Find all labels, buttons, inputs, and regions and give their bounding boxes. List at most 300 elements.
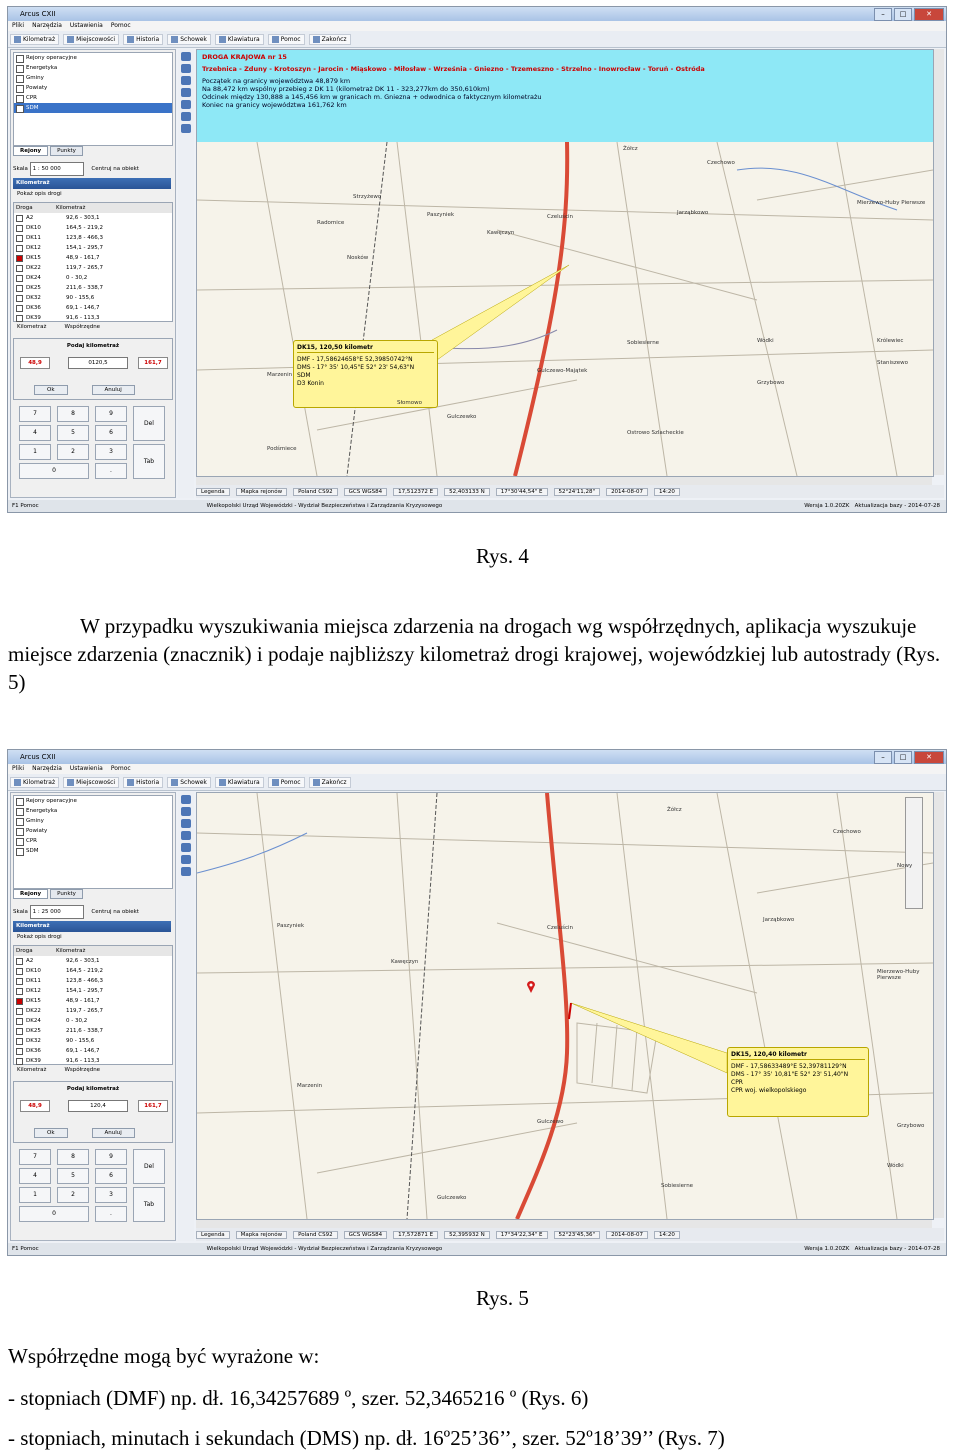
window-controls bbox=[874, 8, 944, 21]
key-0[interactable]: 0 bbox=[19, 463, 89, 479]
kilometraz-icon bbox=[14, 779, 21, 786]
table-row[interactable] bbox=[14, 303, 172, 313]
table-row-selected[interactable] bbox=[14, 253, 172, 263]
layer-item[interactable]: CPR bbox=[14, 93, 172, 103]
window-controls bbox=[874, 751, 944, 764]
scale-label: Skala bbox=[13, 909, 28, 915]
km-buttons bbox=[34, 1128, 135, 1138]
road-range: 119,7 - 265,7 bbox=[66, 1008, 103, 1014]
road-range: 211,6 - 338,7 bbox=[66, 1028, 103, 1034]
callout-title: DK15, 120,40 kilometr bbox=[731, 1051, 865, 1060]
key-tab[interactable]: Tab bbox=[133, 1187, 165, 1222]
cancel-button[interactable]: Anuluj bbox=[92, 385, 135, 395]
road-code: DK39 bbox=[14, 313, 66, 323]
road-code: DK11 bbox=[14, 976, 66, 986]
table-row[interactable] bbox=[14, 213, 172, 223]
help-hint: F1 Pomoc bbox=[12, 503, 39, 509]
table-row[interactable] bbox=[14, 1046, 172, 1056]
place-label: Marzenin bbox=[267, 372, 293, 378]
zakoncz-label: Zakończ bbox=[321, 778, 347, 786]
schowek-button[interactable] bbox=[167, 34, 211, 45]
table-row[interactable] bbox=[14, 976, 172, 986]
road-range: 154,1 - 295,7 bbox=[66, 988, 103, 994]
key-1[interactable]: 1 bbox=[19, 444, 51, 460]
update-label: Aktualizacja bazy - 2014-07-28 bbox=[854, 1246, 940, 1252]
show-road-desc-checkbox[interactable]: Pokaż opis drogi bbox=[17, 191, 62, 197]
exit-icon bbox=[313, 36, 320, 43]
callout-line: CPR bbox=[731, 1079, 743, 1086]
table-row[interactable] bbox=[14, 956, 172, 966]
key-3[interactable]: 3 bbox=[95, 1187, 127, 1203]
km-min-value: 48,9 bbox=[20, 1100, 50, 1112]
radio-kilometraz[interactable]: Kilometraż bbox=[17, 1067, 47, 1073]
status-time: 14:20 bbox=[654, 488, 680, 496]
km-input[interactable]: 120,4 bbox=[68, 1100, 128, 1112]
update-label: Aktualizacja bazy - 2014-07-28 bbox=[854, 503, 940, 509]
table-row[interactable] bbox=[14, 1056, 172, 1066]
klawiatura-button[interactable] bbox=[215, 34, 264, 45]
info-line: Koniec na granicy województwa 161,762 km bbox=[202, 101, 347, 109]
key-2[interactable]: 2 bbox=[57, 1187, 89, 1203]
callout-line: DMF - 17,58633489°E 52,39781129°N bbox=[731, 1063, 847, 1070]
key-8[interactable]: 8 bbox=[57, 406, 89, 422]
legend-button[interactable]: Legenda bbox=[196, 1231, 230, 1239]
miejscowosci-button[interactable] bbox=[63, 777, 119, 788]
layer-item[interactable]: Rejony operacyjne bbox=[14, 53, 172, 63]
status-date: 2014-08-07 bbox=[606, 1231, 648, 1239]
kilometraz-button[interactable] bbox=[10, 34, 59, 45]
zoom-icon[interactable] bbox=[181, 112, 191, 121]
table-row[interactable] bbox=[14, 283, 172, 293]
scale-row bbox=[13, 162, 171, 174]
place-label: Wódki bbox=[887, 1163, 904, 1169]
road-code: DK24 bbox=[14, 273, 66, 283]
road-range: 90 - 155,6 bbox=[66, 295, 95, 301]
key-4[interactable]: 4 bbox=[19, 1168, 51, 1184]
layer-item[interactable]: SDM bbox=[14, 846, 172, 856]
map-vertical-scrollbar[interactable] bbox=[934, 792, 944, 1218]
road-code: DK11 bbox=[14, 233, 66, 243]
version-label: Wersja 1.0.20ZK bbox=[804, 1246, 850, 1252]
historia-icon bbox=[127, 779, 134, 786]
table-row[interactable] bbox=[14, 1036, 172, 1046]
road-range: 90 - 155,6 bbox=[66, 1038, 95, 1044]
place-label: Czechowo bbox=[833, 829, 861, 835]
map-roads bbox=[197, 793, 933, 1219]
road-range: 0 - 30,2 bbox=[66, 275, 88, 281]
zakoncz-button[interactable] bbox=[309, 34, 351, 45]
version-label: Wersja 1.0.20ZK bbox=[804, 503, 850, 509]
tab-punkty[interactable]: Punkty bbox=[50, 889, 83, 899]
menu-pliki[interactable]: Pliki bbox=[12, 765, 25, 772]
map-horizontal-scrollbar[interactable] bbox=[196, 1220, 932, 1228]
header-droga: Droga bbox=[16, 948, 33, 954]
panel-tabs bbox=[13, 889, 83, 899]
place-label: Sobiesierne bbox=[661, 1183, 694, 1189]
key-9[interactable]: 9 bbox=[95, 1149, 127, 1165]
miejscowosci-label: Miejscowości bbox=[76, 778, 116, 786]
coord-lon-dms: 17°30'44,54" E bbox=[496, 488, 548, 496]
version-info bbox=[804, 1246, 946, 1252]
kilometraz-label: Kilometraż bbox=[23, 35, 56, 43]
key-5[interactable]: 5 bbox=[57, 425, 89, 441]
layer-item[interactable]: Gminy bbox=[14, 816, 172, 826]
key-del[interactable]: Del bbox=[133, 406, 165, 441]
place-label: Żółcz bbox=[623, 146, 638, 152]
layer-item[interactable]: Energetyka bbox=[14, 63, 172, 73]
arrow-icon[interactable] bbox=[181, 52, 191, 61]
road-code: DK22 bbox=[14, 1006, 66, 1016]
km-entry-label: Podaj kilometraż bbox=[66, 343, 120, 349]
legend-button[interactable]: Legenda bbox=[196, 488, 230, 496]
key-dot[interactable]: . bbox=[95, 1206, 127, 1222]
klawiatura-button[interactable] bbox=[215, 777, 264, 788]
info-line: Początek na granicy województwa 48,879 km bbox=[202, 77, 351, 85]
paragraph-description: W przypadku wyszukiwania miejsca zdarzenia na drogach wg współrzędnych, aplikacja wyszukuje miejsce zdarzenia (znacznik) i podaje najbliższy kilometraż drogi krajowej, wojewódzkiej lub autostrady (Rys. 5) bbox=[8, 614, 941, 694]
table-row[interactable] bbox=[14, 1006, 172, 1016]
help-hint: F1 Pomoc bbox=[12, 1246, 39, 1252]
place-label: Gulczewko bbox=[447, 414, 477, 420]
menu-bar bbox=[8, 21, 946, 31]
map-vertical-scrollbar[interactable] bbox=[934, 49, 944, 475]
window-title: Arcus CXII bbox=[8, 750, 946, 764]
road-range: 123,8 - 466,3 bbox=[66, 978, 103, 984]
arrow-left-icon[interactable] bbox=[181, 807, 191, 816]
coords-item-dms: - stopniach, minutach i sekundach (DMS) np. dł. 16º25’36’’, szer. 52º18’39’’ (Rys. 7) bbox=[8, 1426, 725, 1450]
table-row[interactable] bbox=[14, 313, 172, 323]
road-range: 91,6 - 113,3 bbox=[66, 1058, 100, 1064]
historia-label: Historia bbox=[136, 778, 160, 786]
callout-line: DMS - 17° 35' 10,81"E 52° 23' 51,40"N bbox=[731, 1071, 849, 1078]
menu-ustawienia[interactable]: Ustawienia bbox=[69, 22, 103, 29]
kilometraz-button[interactable] bbox=[10, 777, 59, 788]
key-2[interactable]: 2 bbox=[57, 444, 89, 460]
arrow-right-icon[interactable] bbox=[181, 819, 191, 828]
place-label: Ostrowo Szlacheckie bbox=[627, 430, 684, 436]
ok-button[interactable]: Ok bbox=[34, 1128, 68, 1138]
window-title: Arcus CXII bbox=[8, 7, 946, 21]
km-entry-group bbox=[13, 1081, 173, 1143]
schowek-icon bbox=[171, 779, 178, 786]
coord-lat: 52,395932 N bbox=[444, 1231, 490, 1239]
center-checkbox[interactable]: Centruj na obiekt bbox=[91, 166, 139, 172]
pomoc-button[interactable] bbox=[268, 777, 305, 788]
km-entry-label: Podaj kilometraż bbox=[66, 1086, 120, 1092]
zakoncz-label: Zakończ bbox=[321, 35, 347, 43]
menu-pliki[interactable]: Pliki bbox=[12, 22, 25, 29]
cancel-button[interactable]: Anuluj bbox=[92, 1128, 135, 1138]
road-code: DK32 bbox=[14, 1036, 66, 1046]
caption-rys-4: Rys. 4 bbox=[476, 544, 529, 568]
miejscowosci-button[interactable] bbox=[63, 34, 119, 45]
place-label: Mierzewo-Huby Pierwsze bbox=[857, 200, 926, 206]
key-tab[interactable]: Tab bbox=[133, 444, 165, 479]
hand-icon[interactable] bbox=[181, 88, 191, 97]
km-min-value: 48,9 bbox=[20, 357, 50, 369]
historia-button[interactable] bbox=[123, 777, 163, 788]
radio-wspolrzedne[interactable]: Współrzędne bbox=[64, 324, 101, 330]
road-code: DK15 bbox=[14, 996, 66, 1006]
status-bar bbox=[196, 1228, 944, 1241]
historia-icon bbox=[127, 36, 134, 43]
road-range: 164,5 - 219,2 bbox=[66, 225, 103, 231]
center-checkbox[interactable]: Centruj na obiekt bbox=[91, 909, 139, 915]
km-callout bbox=[293, 340, 438, 408]
road-code: DK36 bbox=[14, 303, 66, 313]
pomoc-label: Pomoc bbox=[280, 778, 301, 786]
toolbar bbox=[8, 31, 946, 48]
layer-item[interactable]: CPR bbox=[14, 836, 172, 846]
road-range: 91,6 - 113,3 bbox=[66, 315, 100, 321]
left-panel bbox=[10, 49, 176, 498]
place-label: Żółcz bbox=[667, 807, 682, 813]
key-9[interactable]: 9 bbox=[95, 406, 127, 422]
scale-select[interactable]: 1 : 50 000 bbox=[30, 162, 84, 176]
key-del[interactable]: Del bbox=[133, 1149, 165, 1184]
miejscowosci-icon bbox=[67, 36, 74, 43]
layer-item[interactable]: Gminy bbox=[14, 73, 172, 83]
kilometraz-label: Kilometraż bbox=[23, 778, 56, 786]
place-label: Paszyniek bbox=[427, 212, 455, 218]
place-label: Nowy bbox=[897, 863, 913, 869]
place-label: Czechowo bbox=[707, 160, 735, 166]
coords-heading: Współrzędne mogą być wyrażone w: bbox=[8, 1344, 320, 1368]
km-input[interactable]: 0120,5 bbox=[68, 357, 128, 369]
road-code: DK32 bbox=[14, 293, 66, 303]
key-1[interactable]: 1 bbox=[19, 1187, 51, 1203]
screenshot-rys-5 bbox=[7, 749, 947, 1256]
crs-wgs84[interactable]: GCS WGS84 bbox=[344, 488, 388, 496]
km-panel-title: Kilometraż bbox=[13, 178, 171, 189]
bottom-bar bbox=[8, 500, 946, 512]
place-label: Jarząbkowo bbox=[677, 210, 709, 216]
zakoncz-button[interactable] bbox=[309, 777, 351, 788]
map-horizontal-scrollbar[interactable] bbox=[196, 477, 932, 485]
tool-strip bbox=[178, 49, 194, 498]
refresh-icon[interactable] bbox=[181, 867, 191, 876]
keypad bbox=[13, 1145, 171, 1229]
left-panel bbox=[10, 792, 176, 1241]
arrow-right-icon[interactable] bbox=[181, 76, 191, 85]
keyboard-icon bbox=[219, 779, 226, 786]
road-code: DK22 bbox=[14, 263, 66, 273]
place-label: Mierzewo-Huby Pierwsze bbox=[877, 969, 920, 981]
panel-tabs bbox=[13, 146, 83, 156]
km-entry-group bbox=[13, 338, 173, 400]
place-label: Królewiec bbox=[877, 338, 904, 344]
pomoc-button[interactable] bbox=[268, 34, 305, 45]
historia-button[interactable] bbox=[123, 34, 163, 45]
table-row[interactable] bbox=[14, 223, 172, 233]
table-row[interactable] bbox=[14, 293, 172, 303]
map-view[interactable] bbox=[196, 792, 934, 1220]
pomoc-label: Pomoc bbox=[280, 35, 301, 43]
km-max-value: 161,7 bbox=[138, 1100, 168, 1112]
road-code: DK24 bbox=[14, 1016, 66, 1026]
place-label: Gulczewo bbox=[537, 1119, 564, 1125]
place-label: Staniszewo bbox=[877, 360, 909, 366]
minimize-button[interactable]: – bbox=[874, 8, 892, 21]
callout-line: DMF - 17,58624658°E 52,39850742°N bbox=[297, 356, 413, 363]
arrow-left-icon[interactable] bbox=[181, 64, 191, 73]
road-range: 164,5 - 219,2 bbox=[66, 968, 103, 974]
menu-ustawienia[interactable]: Ustawienia bbox=[69, 765, 103, 772]
road-range: 123,8 - 466,3 bbox=[66, 235, 103, 241]
road-range: 154,1 - 295,7 bbox=[66, 245, 103, 251]
key-dot[interactable]: . bbox=[95, 463, 127, 479]
place-label: Grzybowo bbox=[757, 380, 785, 386]
key-7[interactable]: 7 bbox=[19, 1149, 51, 1165]
road-range: 48,9 - 161,7 bbox=[66, 255, 100, 261]
map-view[interactable] bbox=[196, 49, 934, 477]
table-row[interactable] bbox=[14, 1016, 172, 1026]
miejscowosci-label: Miejscowości bbox=[76, 35, 116, 43]
crs-wgs84[interactable]: GCS WGS84 bbox=[344, 1231, 388, 1239]
road-table bbox=[13, 202, 173, 322]
table-header bbox=[14, 203, 172, 213]
place-label: Paszyniek bbox=[277, 923, 305, 929]
key-7[interactable]: 7 bbox=[19, 406, 51, 422]
info-line: Odcinek między 130,888 a 145,456 km w granicach m. Gniezna + odwodnica o faktycznym kilometrażu bbox=[202, 93, 542, 101]
status-date: 2014-08-07 bbox=[606, 488, 648, 496]
status-bar bbox=[196, 485, 944, 498]
incident-marker-icon[interactable] bbox=[527, 981, 535, 993]
coord-lon-dms: 17°34'22,34" E bbox=[496, 1231, 548, 1239]
coord-lon: 17,572871 E bbox=[393, 1231, 438, 1239]
road-code: A2 bbox=[14, 956, 66, 966]
historia-label: Historia bbox=[136, 35, 160, 43]
menu-narzedzia[interactable]: Narzędzia bbox=[32, 22, 62, 29]
schowek-label: Schowek bbox=[180, 778, 207, 786]
road-code: DK15 bbox=[14, 253, 66, 263]
table-row[interactable] bbox=[14, 966, 172, 976]
key-4[interactable]: 4 bbox=[19, 425, 51, 441]
keyboard-icon bbox=[219, 36, 226, 43]
road-range: 211,6 - 338,7 bbox=[66, 285, 103, 291]
table-header bbox=[14, 946, 172, 956]
crs-poland[interactable]: Poland CS92 bbox=[293, 1231, 337, 1239]
key-6[interactable]: 6 bbox=[95, 425, 127, 441]
layer-item-selected[interactable]: SDM bbox=[14, 103, 172, 113]
callout-line: D3 Konin bbox=[297, 380, 324, 387]
place-label: Gulczewo-Majątek bbox=[537, 368, 588, 374]
place-label: Czeluścin bbox=[547, 925, 574, 931]
crs-poland[interactable]: Poland CS92 bbox=[293, 488, 337, 496]
key-5[interactable]: 5 bbox=[57, 1168, 89, 1184]
key-0[interactable]: 0 bbox=[19, 1206, 89, 1222]
road-range: 69,1 - 146,7 bbox=[66, 1048, 100, 1054]
callout-line: SDM bbox=[297, 372, 311, 379]
km-max-value: 161,7 bbox=[138, 357, 168, 369]
minimize-button[interactable]: – bbox=[874, 751, 892, 764]
road-code: DK12 bbox=[14, 986, 66, 996]
menu-bar bbox=[8, 764, 946, 774]
show-road-desc-checkbox[interactable]: Pokaż opis drogi bbox=[17, 934, 62, 940]
place-label: Podśmiece bbox=[267, 446, 297, 452]
schowek-button[interactable] bbox=[167, 777, 211, 788]
table-row[interactable] bbox=[14, 1026, 172, 1036]
coords-item-dmf: - stopniach (DMF) np. dł. 16,34257689 º, szer. 52,3465216 º (Rys. 6) bbox=[8, 1386, 589, 1410]
caption-rys-5: Rys. 5 bbox=[476, 1286, 529, 1310]
key-6[interactable]: 6 bbox=[95, 1168, 127, 1184]
org-name: Wielkopolski Urząd Wojewódzki - Wydział Bezpieczeństwa i Zarządzania Kryzysowego bbox=[206, 503, 443, 509]
table-row[interactable] bbox=[14, 233, 172, 243]
klawiatura-label: Klawiatura bbox=[227, 35, 260, 43]
layer-list bbox=[13, 795, 173, 889]
road-code: DK36 bbox=[14, 1046, 66, 1056]
tab-rejony[interactable]: Rejony bbox=[13, 146, 48, 156]
layer-item[interactable]: Energetyka bbox=[14, 806, 172, 816]
arrow-icon[interactable] bbox=[181, 795, 191, 804]
screenshot-rys-4 bbox=[7, 6, 947, 513]
table-row[interactable] bbox=[14, 263, 172, 273]
help-icon bbox=[272, 36, 279, 43]
schowek-label: Schowek bbox=[180, 35, 207, 43]
table-row-selected[interactable] bbox=[14, 996, 172, 1006]
scale-select[interactable]: 1 : 25 000 bbox=[30, 905, 84, 919]
table-row[interactable] bbox=[14, 986, 172, 996]
ok-button[interactable]: Ok bbox=[34, 385, 68, 395]
place-label: Jarząbkowo bbox=[763, 917, 795, 923]
table-row[interactable] bbox=[14, 243, 172, 253]
radio-wspolrzedne[interactable]: Współrzędne bbox=[64, 1067, 101, 1073]
road-table bbox=[13, 945, 173, 1065]
road-code: A2 bbox=[14, 213, 66, 223]
radio-kilometraz[interactable]: Kilometraż bbox=[17, 324, 47, 330]
tool-strip bbox=[178, 792, 194, 1241]
key-3[interactable]: 3 bbox=[95, 444, 127, 460]
table-row[interactable] bbox=[14, 273, 172, 283]
zoom-slider[interactable] bbox=[905, 797, 923, 909]
region-map-button[interactable]: Mapka rejonów bbox=[236, 1231, 288, 1239]
layer-item[interactable]: Rejony operacyjne bbox=[14, 796, 172, 806]
coord-lat: 52,403133 N bbox=[444, 488, 490, 496]
tab-punkty[interactable]: Punkty bbox=[50, 146, 83, 156]
maximize-button[interactable]: □ bbox=[894, 8, 912, 21]
road-code: DK10 bbox=[14, 223, 66, 233]
place-label: Marzenin bbox=[297, 1083, 323, 1089]
menu-pomoc[interactable]: Pomoc bbox=[110, 765, 131, 772]
maximize-button[interactable]: □ bbox=[894, 751, 912, 764]
road-code: DK25 bbox=[14, 1026, 66, 1036]
road-code: DK12 bbox=[14, 243, 66, 253]
close-button[interactable]: ✕ bbox=[914, 8, 944, 21]
tab-rejony[interactable]: Rejony bbox=[13, 889, 48, 899]
road-range: 92,6 - 303,1 bbox=[66, 215, 100, 221]
region-map-button[interactable]: Mapka rejonów bbox=[236, 488, 288, 496]
menu-narzedzia[interactable]: Narzędzia bbox=[32, 765, 62, 772]
place-label: Czeluścin bbox=[547, 214, 574, 220]
layer-item[interactable]: Powiaty bbox=[14, 826, 172, 836]
info-icon[interactable] bbox=[181, 843, 191, 852]
info-line: Na 88,472 km wspólny przebieg z DK 11 (kilometraż DK 11 - 323,277km do 350,610km) bbox=[202, 85, 490, 93]
hand-icon[interactable] bbox=[181, 831, 191, 840]
layer-item[interactable]: Powiaty bbox=[14, 83, 172, 93]
zoom-icon[interactable] bbox=[181, 855, 191, 864]
mode-radios bbox=[17, 1067, 100, 1073]
refresh-icon[interactable] bbox=[181, 124, 191, 133]
place-label: Sobiesierne bbox=[627, 340, 660, 346]
key-8[interactable]: 8 bbox=[57, 1149, 89, 1165]
mode-radios bbox=[17, 324, 100, 330]
close-button[interactable]: ✕ bbox=[914, 751, 944, 764]
miejscowosci-icon bbox=[67, 779, 74, 786]
scale-label: Skala bbox=[13, 166, 28, 172]
info-title: DROGA KRAJOWA nr 15 bbox=[202, 53, 287, 61]
header-kilometraz: Kilometraż bbox=[56, 205, 86, 211]
menu-pomoc[interactable]: Pomoc bbox=[110, 22, 131, 29]
info-icon[interactable] bbox=[181, 100, 191, 109]
